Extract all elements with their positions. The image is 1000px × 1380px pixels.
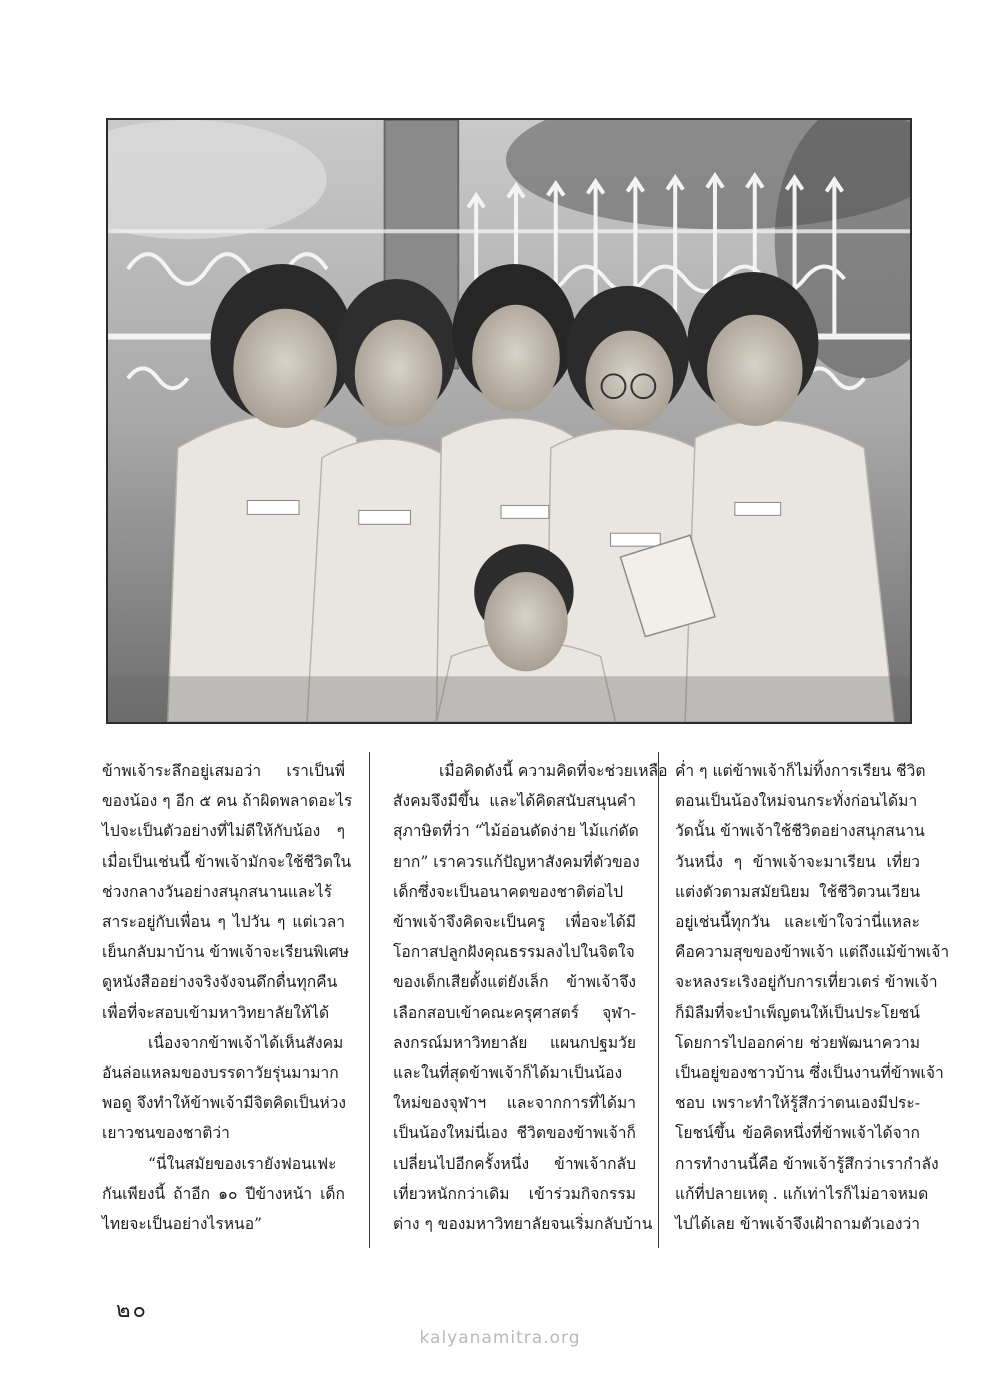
text-line: เลือกสอบเข้าคณะครุศาสตร์ จุฬา-: [393, 1003, 636, 1022]
text-line: อยู่เช่นนี้ทุกวัน และเข้าใจว่านี่แหละ: [675, 913, 920, 932]
text-line: “นี่ในสมัยของเรายังฟอนเฟะ: [148, 1154, 337, 1173]
text-line: เมื่อเป็นเช่นนี้ ข้าพเจ้ามักจะใช้ชีวิตใน: [102, 852, 352, 871]
text-line: ไปได้เลย ข้าพเจ้าจึงเฝ้าถามตัวเองว่า: [675, 1215, 920, 1234]
text-line: วันหนึ่ง ๆ ข้าพเจ้าจะมาเรียน เที่ยว: [675, 852, 920, 871]
text-line: แก้ที่ปลายเหตุ . แก้เท่าไรก็ไม่อาจหมด: [675, 1184, 929, 1203]
text-line: โดยการไปออกค่าย ช่วยพัฒนาความ: [675, 1033, 920, 1052]
column-divider: [369, 752, 370, 1248]
text-line: ข้าพเจ้าจึงคิดจะเป็นครู เพื่อจะได้มี: [393, 913, 636, 932]
text-line: ลงกรณ์มหาวิทยาลัย แผนกปฐมวัย: [393, 1033, 636, 1052]
text-line: เยาวชนของชาติว่า: [102, 1124, 230, 1143]
text-line: พอดู จึงทำให้ข้าพเจ้ามีจิตคิดเป็นห่วง: [102, 1094, 346, 1113]
text-line: โอกาสปลูกฝังคุณธรรมลงไปในจิตใจ: [393, 943, 635, 962]
text-line: เที่ยวหนักกว่าเดิม เข้าร่วมกิจกรรม: [393, 1184, 636, 1203]
text-line: วัดนั้น ข้าพเจ้าใช้ชีวิตอย่างสนุกสนาน: [675, 822, 925, 841]
text-line: ตอนเป็นน้องใหม่จนกระทั่งก่อนได้มา: [675, 792, 918, 811]
text-line: เพื่อที่จะสอบเข้ามหาวิทยาลัยให้ได้: [102, 1003, 330, 1022]
text-line: สุภาษิตที่ว่า “ไม้อ่อนดัดง่าย ไม้แก่ดัด: [393, 822, 639, 841]
text-line: ค่ำ ๆ แต่ข้าพเจ้าก็ไม่ทิ้งการเรียน ชีวิต: [675, 762, 926, 780]
text-line: เนื่องจากข้าพเจ้าได้เห็นสังคม: [148, 1033, 344, 1052]
group-photo: [106, 118, 912, 724]
text-line: เย็นกลับมาบ้าน ข้าพเจ้าจะเรียนพิเศษ: [102, 943, 350, 962]
text-line: ของเด็กเสียตั้งแต่ยังเล็ก ข้าพเจ้าจึง: [393, 973, 636, 992]
text-line: การทำงานนี้คือ ข้าพเจ้ารู้สึกว่าเรากำลัง: [675, 1154, 939, 1173]
text-line: เมื่อคิดดังนี้ ความคิดที่จะช่วยเหลือ: [439, 762, 668, 780]
text-line: ของน้อง ๆ อีก ๕ คน ถ้าผิดพลาดอะไร: [102, 792, 353, 811]
text-line: คือความสุขของข้าพเจ้า แต่ถึงแม้ข้าพเจ้า: [675, 943, 950, 962]
group-photo-icon: [108, 120, 910, 722]
text-line: เด็กซึ่งจะเป็นอนาคตของชาติต่อไป: [393, 882, 624, 901]
text-line: ไทยจะเป็นอย่างไรหนอ”: [102, 1215, 263, 1234]
text-line: อันล่อแหลมของบรรดาวัยรุ่นมามาก: [102, 1064, 339, 1083]
text-line: และในที่สุดข้าพเจ้าก็ได้มาเป็นน้อง: [393, 1064, 623, 1083]
text-line: ชอบ เพราะทำให้รู้สึกว่าตนเองมีประ-: [675, 1094, 920, 1113]
text-line: ก็มิลืมที่จะบำเพ็ญตนให้เป็นประโยชน์: [675, 1003, 920, 1022]
text-line: เปลี่ยนไปอีกครั้งหนึ่ง ข้าพเจ้ากลับ: [393, 1154, 636, 1173]
text-line: สังคมจึงมีขึ้น และได้คิดสนับสนุนคำ: [393, 792, 636, 811]
text-line: ไปจะเป็นตัวอย่างที่ไม่ดีให้กับน้อง ๆ: [102, 822, 345, 841]
text-line: แต่งตัวตามสมัยนิยม ใช้ชีวิตวนเวียน: [675, 882, 920, 901]
text-column-1: [102, 756, 353, 1251]
text-column-3: [675, 756, 950, 1251]
page-number: ๒๐: [116, 1298, 148, 1323]
text-line: ข้าพเจ้าระลึกอยู่เสมอว่า เราเป็นพี่: [102, 762, 345, 780]
text-line: เป็นน้องใหม่นี่เอง ชีวิตของข้าพเจ้าก็: [393, 1124, 636, 1143]
watermark: kalyanamitra.org: [419, 1328, 581, 1348]
text-line: ช่วงกลางวันอย่างสนุกสนานและไร้: [102, 882, 333, 901]
text-line: สาระอยู่กับเพื่อน ๆ ไปวัน ๆ แต่เวลา: [102, 913, 345, 932]
text-line: ดูหนังสืออย่างจริงจังจนดึกดื่นทุกคืน: [102, 973, 338, 992]
column-divider: [658, 752, 659, 1248]
text-line: ยาก” เราควรแก้ปัญหาสังคมที่ตัวของ: [393, 852, 640, 871]
text-line: กันเพียงนี้ ถ้าอีก ๑๐ ปีข้างหน้า เด็ก: [102, 1184, 345, 1203]
text-line: เป็นอยู่ของชาวบ้าน ซึ่งเป็นงานที่ข้าพเจ้า: [675, 1064, 944, 1083]
text-line: จะหลงระเริงอยู่กับการเที่ยวเตร่ ข้าพเจ้า: [675, 973, 938, 992]
text-column-2: [393, 756, 668, 1251]
text-line: ใหม่ของจุฬาฯ และจากการที่ได้มา: [393, 1094, 636, 1113]
text-line: ต่าง ๆ ของมหาวิทยาลัยจนเริ่มกลับบ้าน: [393, 1215, 653, 1234]
text-line: โยชน์ขึ้น ข้อคิดหนึ่งที่ข้าพเจ้าได้จาก: [675, 1124, 920, 1143]
